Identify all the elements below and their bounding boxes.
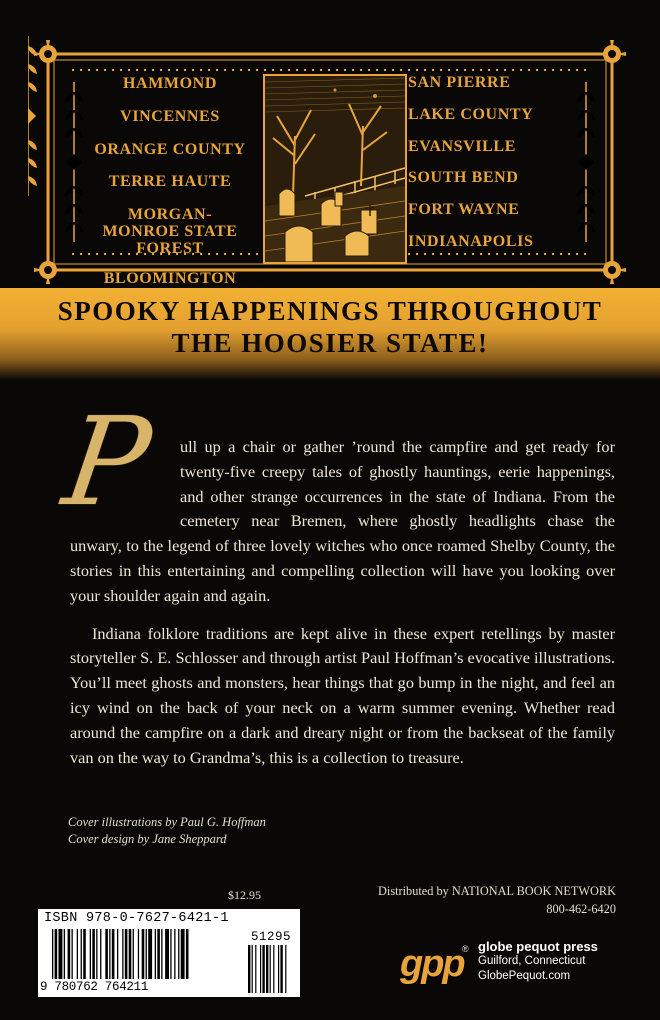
isbn-text: ISBN 978-0-7627-6421-1: [44, 911, 229, 926]
distributor-phone: 800-462-6420: [546, 902, 616, 916]
headline-line-1: SPOOKY HAPPENINGS THROUGHOUT: [57, 296, 603, 326]
barcode-bar: [55, 929, 58, 979]
barcode-addon-bar: [278, 945, 279, 993]
paragraph-1-text: ull up a chair or gather ’round the campfire and get ready for twenty-five creepy tales of ghostly hauntings, eerie happenings, and other strange occurrences in the state of Indiana. From the cemetery near Bremen, where ghostly headlights chase the unwary, to the legend of three lovely witches who once roamed Shelby County, the stories in this entertaining and compelling collection will have you looking over your shoulder again and again.: [70, 437, 615, 605]
place-name: SOUTH BEND: [408, 169, 519, 187]
barcode-bar: [122, 929, 123, 979]
publisher-website: GlobePequot.com: [478, 970, 571, 982]
barcode-bar: [112, 929, 115, 979]
barcode-bar: [117, 929, 118, 979]
barcode-addon-bar: [262, 945, 264, 993]
barcode-addon-bar: [273, 945, 274, 993]
barcode-bar: [170, 929, 171, 979]
place-name: FORT WAYNE: [408, 201, 520, 219]
place-name: LAKE COUNTY: [408, 105, 534, 123]
drop-cap: [56, 391, 180, 533]
barcode-bar: [174, 929, 175, 979]
barcode-bar: [125, 929, 128, 979]
publisher-block: [394, 933, 634, 1005]
barcode-addon-bar: [248, 945, 250, 993]
headline-line-2: THE HOOSIER STATE!: [171, 328, 489, 358]
barcode-bar: [81, 929, 82, 979]
barcode-bar: [92, 929, 95, 979]
isbn-barcode: [38, 909, 300, 997]
barcode-addon-bar: [266, 945, 268, 993]
barcode-bar: [83, 929, 86, 979]
barcode-digits: 9 780762 764211: [40, 980, 149, 994]
design-credit: Cover design by Jane Sheppard: [68, 832, 227, 846]
barcode-bar: [161, 929, 162, 979]
barcode-bar: [186, 929, 189, 979]
logo-mark: gpp: [400, 943, 464, 985]
barcode-bar: [77, 929, 78, 979]
place-name: MORGAN-MONROE STATE FOREST: [102, 206, 238, 257]
place-name: BLOOMINGTON: [103, 269, 237, 287]
barcode-bar: [90, 929, 91, 979]
barcode-bar: [105, 929, 108, 979]
paragraph-1: [56, 391, 615, 609]
price: $12.95: [228, 888, 261, 902]
headline-band: [0, 288, 660, 380]
registered-mark: ®: [462, 944, 469, 954]
barcode-bar: [146, 929, 147, 979]
publisher-name: globe pequot press: [478, 939, 598, 954]
barcode-bar: [157, 929, 160, 979]
barcode-bar: [155, 929, 156, 979]
barcode-bar: [109, 929, 110, 979]
barcode-addon-bar: [260, 945, 261, 993]
barcode-bar: [100, 929, 101, 979]
barcode-bar: [59, 929, 63, 979]
barcode-bar: [181, 929, 185, 979]
place-name: EVANSVILLE: [408, 137, 516, 155]
distributor-line: Distributed by NATIONAL BOOK NETWORK: [378, 884, 616, 898]
barcode-bar: [138, 929, 139, 979]
place-name: HAMMOND: [123, 75, 217, 92]
publisher-logo: [394, 943, 468, 987]
place-name: SAN PIERRE: [408, 74, 511, 91]
paragraph-2: Indiana folklore traditions are kept alive in these expert retellings by master storyteller S. E. Schlosser and through artist Paul Hoffman’s evocative illustrations. You’ll meet ghosts and monsters, hear things that go bump in the night, and feel an icy wind on the back of your neck on a warm summer evening. Whether read around the campfire on a dark and dreary night or from the backseat of the family van on the way to Grandma’s, this is a collection to treasure.: [70, 623, 615, 767]
barcode-addon-bar: [280, 945, 282, 993]
cemetery-illustration: [263, 74, 407, 264]
barcode-bar: [129, 929, 132, 979]
place-list-left: [90, 72, 250, 303]
barcode-bar: [72, 929, 73, 979]
barcode-bar: [142, 929, 145, 979]
barcode-bar: [52, 929, 53, 979]
cemetery-etching: [265, 76, 405, 262]
barcode-bar: [178, 929, 179, 979]
barcode-addon-bar: [255, 945, 256, 993]
barcode-addon-bar: [285, 945, 286, 993]
barcode-bar: [68, 929, 71, 979]
description: [56, 391, 615, 770]
place-name: ORANGE COUNTY: [94, 140, 246, 158]
place-list-right: [408, 72, 548, 266]
barcode-bar: [96, 929, 97, 979]
barcode-bar: [165, 929, 169, 979]
barcode-addon-bar: [270, 945, 271, 993]
drop-cap-letter: P: [56, 391, 159, 533]
illustration-credit: Cover illustrations by Paul G. Hoffman: [68, 815, 266, 829]
side-vines: [28, 36, 37, 196]
barcode-bar: [64, 929, 65, 979]
place-name: VINCENNES: [120, 107, 220, 125]
publisher-location: Guilford, Connecticut: [478, 955, 586, 967]
publisher-details: [478, 939, 598, 984]
place-name: TERRE HAUTE: [108, 173, 232, 191]
barcode-addon-digits: 51295: [251, 930, 292, 944]
barcode-addon-bar: [252, 945, 253, 993]
barcode-bar: [148, 929, 152, 979]
distributor-info: [336, 882, 616, 918]
place-name: INDIANAPOLIS: [408, 232, 534, 250]
cover-credits: [68, 814, 266, 848]
barcode-bar: [133, 929, 134, 979]
